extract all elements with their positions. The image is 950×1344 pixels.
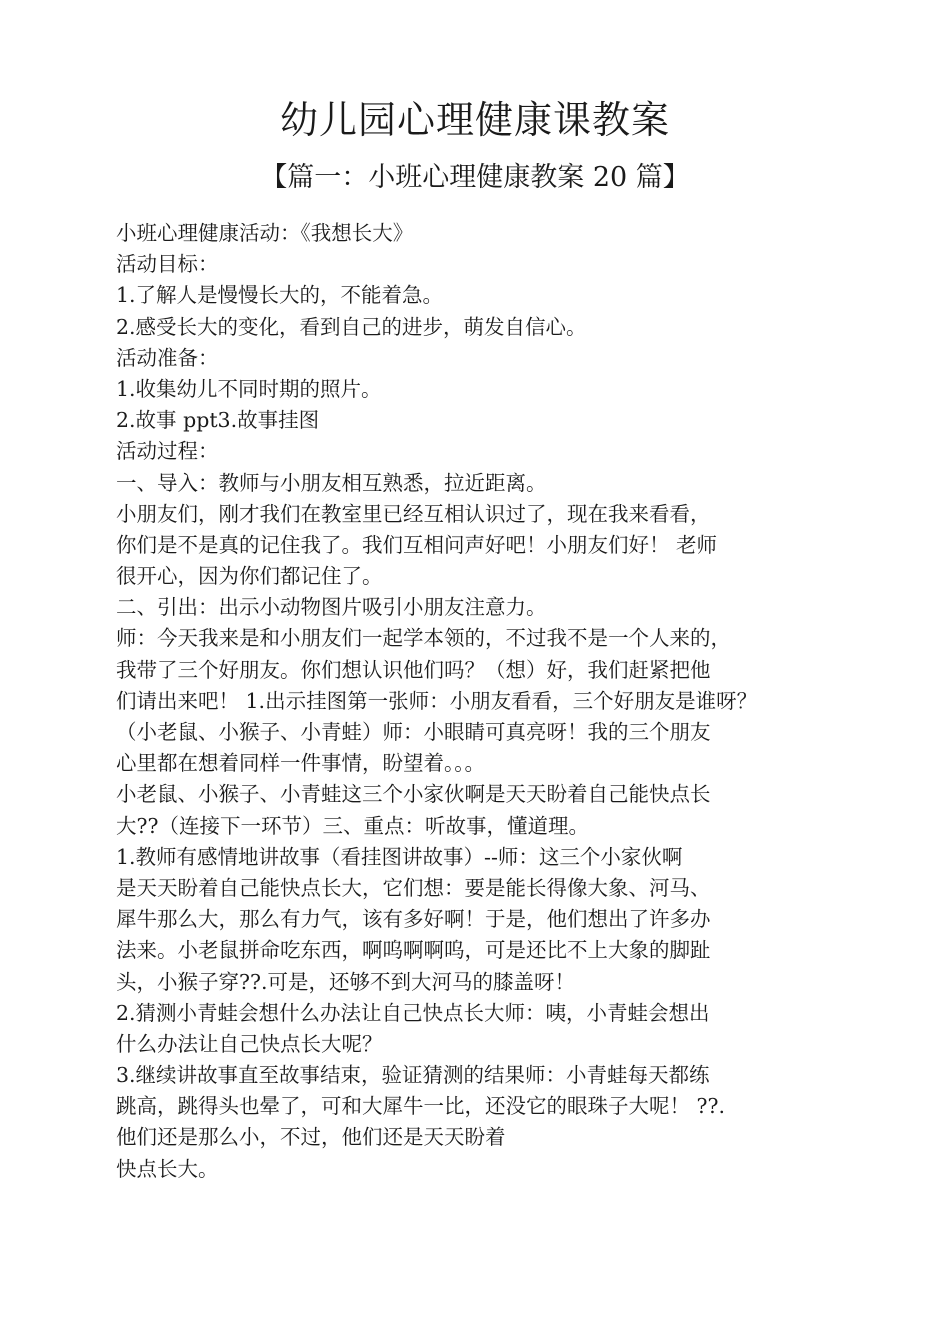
text-line: 小老鼠、小猴子、小青蛙这三个小家伙啊是天天盼着自己能快点长 [116, 782, 711, 807]
text-line: 大??（连接下一环节）三、重点：听故事，懂道理。 [116, 813, 589, 838]
document-body [116, 218, 906, 1185]
text-line: 小班心理健康活动：《我想长大》 [116, 221, 414, 245]
text-line: 2.故事 ppt3.故事挂图 [116, 408, 320, 433]
text-line: 二、引出：出示小动物图片吸引小朋友注意力。 [116, 595, 547, 620]
text-line: 1.教师有感情地讲故事（看挂图讲故事）--师：这三个小家伙啊 [116, 844, 683, 869]
text-line: 他们还是那么小，不过，他们还是天天盼着 [116, 1125, 506, 1150]
text-line: 小朋友们，刚才我们在教室里已经互相认识过了，现在我来看看， [116, 501, 711, 526]
text-line: 什么办法让自己快点长大呢？ [116, 1031, 383, 1056]
text-line: 3.继续讲故事直至故事结束，验证猜测的结果师：小青蛙每天都练 [116, 1063, 710, 1088]
text-line: 很开心，因为你们都记住了。 [116, 564, 383, 589]
text-line: 活动准备： [116, 345, 219, 370]
text-line: 你们是不是真的记住我了。我们互相问声好吧！小朋友们好！ 老师 [116, 532, 718, 557]
text-line: 跳高，跳得头也晕了，可和大犀牛一比，还没它的眼珠子大呢！ ??. [116, 1094, 726, 1119]
text-line: 2.猜测小青蛙会想什么办法让自己快点长大师：咦，小青蛙会想出 [116, 1000, 710, 1025]
text-line: 1.了解人是慢慢长大的，不能着急。 [116, 283, 444, 308]
text-line: 法来。小老鼠拼命吃东西，啊呜啊啊呜，可是还比不上大象的脚趾 [116, 938, 711, 963]
text-line: 犀牛那么大，那么有力气，该有多好啊！于是，他们想出了许多办 [116, 907, 711, 932]
text-line: 活动过程： [116, 439, 219, 464]
text-line: 是天天盼着自己能快点长大，它们想：要是能长得像大象、河马、 [116, 875, 711, 900]
text-line: 心里都在想着同样一件事情，盼望着。。。 [116, 751, 485, 776]
text-line: 我带了三个好朋友。你们想认识他们吗？（想）好，我们赶紧把他 [116, 657, 711, 682]
document-title: 幼儿园心理健康课教案 [279, 98, 670, 142]
text-line: 1.收集幼儿不同时期的照片。 [116, 376, 382, 401]
text-line: 师：今天我来是和小朋友们一起学本领的，不过我不是一个人来的， [116, 626, 731, 651]
text-line: 一、导入：教师与小朋友相互熟悉，拉近距离。 [116, 470, 547, 495]
text-line: 们请出来吧！ 1.出示挂图第一张师：小朋友看看，三个好朋友是谁呀？ [116, 688, 758, 713]
text-line: 2.感受长大的变化，看到自己的进步，萌发自信心。 [116, 314, 587, 339]
text-line: 活动目标： [116, 252, 219, 277]
document-subtitle: 【篇一：小班心理健康教案 20 篇】 [260, 162, 690, 193]
text-line: 快点长大。 [116, 1156, 219, 1181]
text-line: （小老鼠、小猴子、小青蛙）师：小眼睛可真亮呀！我的三个朋友 [116, 720, 711, 744]
text-line: 头，小猴子穿??.可是，还够不到大河马的膝盖呀！ [116, 969, 575, 994]
